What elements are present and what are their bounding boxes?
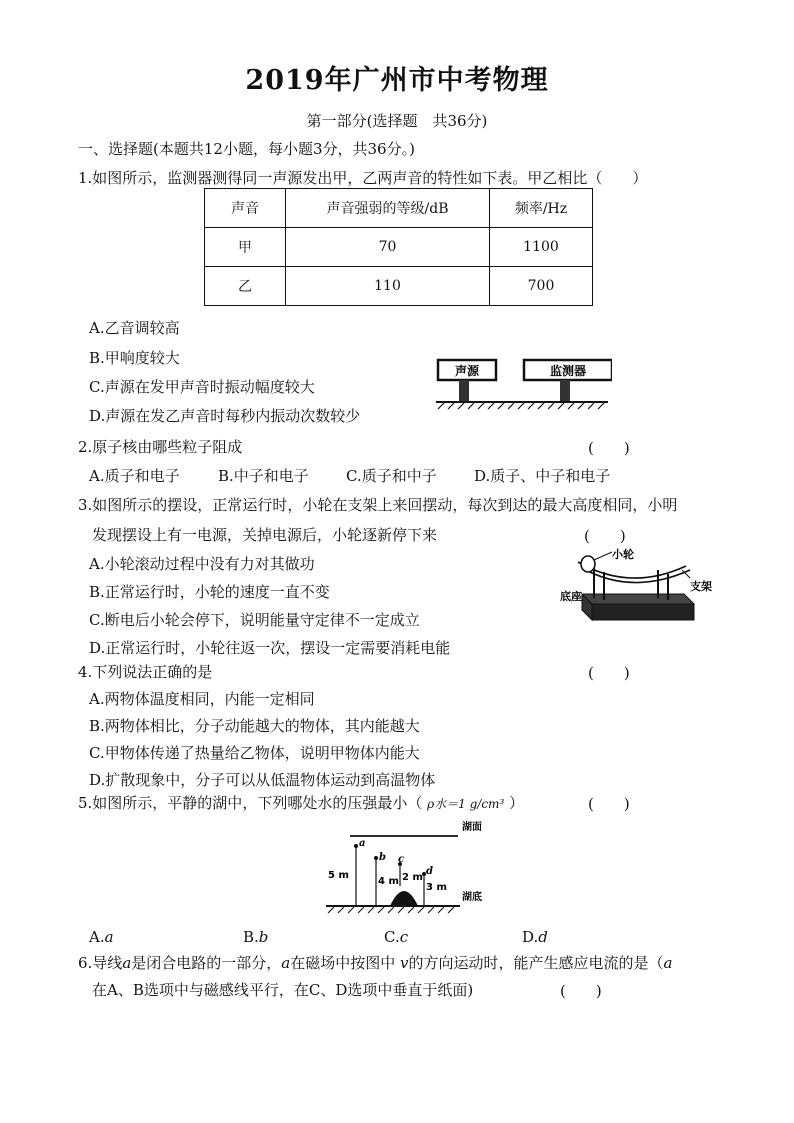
q5-option-d [522,927,548,947]
lake-pressure-figure [320,818,490,914]
q2-option-d: D.质子、中子和电子 [474,467,611,485]
lake-surface-label: 湖面 [462,822,482,833]
page-subtitle: 第一部分(选择题 共36分) [306,112,488,130]
q5-option-a [89,927,114,947]
q3-answer-paren: ( ) [584,527,626,545]
table-header-cell: 声音强弱的等级/dB [286,189,490,228]
q3-option-a: A.小轮滚动过程中没有力对其做功 [89,555,315,573]
depth-a-label: 5 m [328,870,349,881]
q5-answer-paren: ( ) [588,795,630,813]
q5-option-b [243,927,268,947]
depth-b-label: 4 m [378,876,399,887]
table-cell: 乙 [205,267,286,306]
q2-answer-paren: ( ) [588,439,630,457]
q6-text-2: 是闭合电路的一部分， [131,954,282,972]
q1-option-c: C.声源在发甲声音时振动幅度较大 [89,378,315,396]
section-heading: 一、选择题(本题共12小题，每小题3分，共36分。) [78,140,415,158]
question-3-stem-line1: 3.如图所示的摆设，正常运行时，小轮在支架上来回摆动，每次到达的最大高度相同，小明 [78,496,678,514]
q2-option-c: C.质子和中子 [346,467,437,485]
base-label: 底座 [560,590,582,603]
q4-option-d: D.扩散现象中，分子可以从低温物体运动到高温物体 [89,771,436,789]
sound-source-label: 声源 [454,364,480,378]
q5-option-b-var: b [258,928,269,946]
q6-text-4: 的方向运动时，能产生感应电流的是（ [408,954,664,972]
q5-option-c-var: c [399,928,409,946]
q3-option-b: B.正常运行时，小轮的速度一直不变 [89,583,330,601]
question-2-stem: 2.原子核由哪些粒子阻成 [78,438,243,456]
stand-label: 支架 [690,580,712,593]
table-cell: 1100 [490,228,593,267]
q6-var-a: a [122,954,132,972]
q2-option-a: A.质子和电子 [89,467,180,485]
q6-var-a-3: a [663,954,673,972]
table-row [205,267,593,306]
table-header-row [205,189,593,228]
q1-option-b: B.甲响度较大 [89,349,180,367]
q5-stem-text: 5.如图所示，平静的湖中，下列哪处水的压强最小（ [78,794,423,812]
q4-option-b: B.两物体相比，分子动能越大的物体，其内能越大 [89,717,420,735]
q6-var-a-2: a [281,954,291,972]
question-4-stem: 4.下列说法正确的是 [78,663,213,681]
point-a-label: a [359,838,366,849]
q6-text-1: 6.导线 [78,954,123,972]
question-3-stem-line2: 发现摆设上有一电源，关掉电源后，小轮逐新停下来 [92,526,438,544]
table-header-cell: 声音 [205,189,286,228]
point-c-label: c [398,854,405,865]
q5-option-c [384,927,408,947]
q4-option-a: A.两物体温度相同，内能一定相同 [89,690,315,708]
question-6-stem-line1 [78,953,672,973]
wheel-label: 小轮 [612,548,634,561]
table-header-cell: 频率/Hz [490,189,593,228]
point-b-label: b [379,852,386,863]
q2-option-b: B.中子和电子 [218,467,309,485]
q4-answer-paren: ( ) [588,664,630,682]
depth-d-label: 3 m [426,882,447,893]
q4-option-c: C.甲物体传递了热量给乙物体，说明甲物体内能大 [89,744,420,762]
table-cell: 110 [286,267,490,306]
question-5-stem [78,793,524,814]
water-density: ρ水＝1 g/cm³ [427,797,505,811]
page-title: 2019年广州市中考物理 [245,65,549,96]
table-row [205,228,593,267]
q5-option-a-var: a [104,928,114,946]
q5-option-b-letter: B. [243,928,259,946]
lake-bottom-label: 湖底 [462,892,482,903]
table-cell: 甲 [205,228,286,267]
q3-option-d: D.正常运行时，小轮往返一次，摆设一定需要消耗电能 [89,639,451,657]
table-cell: 70 [286,228,490,267]
q1-option-d: D.声源在发乙声音时每秒内振动次数较少 [89,407,361,425]
point-d-label: d [426,866,433,877]
swing-wheel-figure [560,548,720,628]
q1-option-a: A.乙音调较高 [89,319,180,337]
question-6-stem-line2: 在A、B选项中与磁感线平行，在C、D选项中垂直于纸面) [92,981,474,999]
q5-option-a-letter: A. [89,928,105,946]
question-1-stem: 1.如图所示，监测器测得同一声源发出甲，乙两声音的特性如下表。甲乙相比（ ） [78,169,648,187]
table-cell: 700 [490,267,593,306]
q5-option-d-var: d [538,928,548,946]
q5-stem-end: ） [509,794,525,812]
q5-option-c-letter: C. [384,928,400,946]
q6-answer-paren: ( ) [560,982,602,1000]
sound-source-detector-figure [432,354,612,414]
q6-var-v: v [400,954,409,972]
depth-c-label: 2 m [402,872,423,883]
q6-text-3: 在磁场中按图中 [290,954,396,972]
detector-label: 监测器 [549,364,587,378]
q3-option-c: C.断电后小轮会停下，说明能量守定律不一定成立 [89,611,420,629]
q5-option-d-letter: D. [522,928,539,946]
sound-table [204,188,593,306]
